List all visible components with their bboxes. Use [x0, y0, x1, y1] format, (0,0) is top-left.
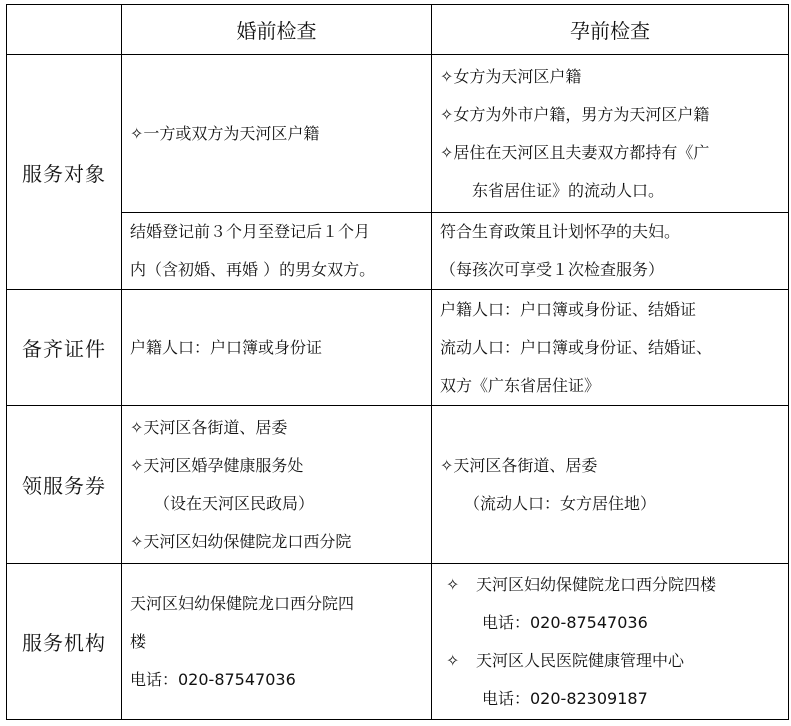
list-item: ✧一方或双方为天河区户籍 — [130, 123, 320, 143]
row-label-service-voucher: 领服务券 — [7, 406, 122, 564]
list-item: ✧居住在天河区且夫妻双方都持有《广 — [440, 142, 710, 162]
text-line: 户籍人口：户口簿或身份证、结婚证 — [440, 299, 697, 319]
header-premarital-checkup: 婚前检查 — [122, 5, 432, 55]
text-line: 结婚登记前３个月至登记后１个月 — [130, 222, 371, 241]
text-line: 内（含初婚、再婚 ）的男女双方。 — [130, 260, 376, 279]
cell-premarital-institution — [122, 564, 432, 720]
checkup-comparison-table — [6, 4, 789, 720]
table-row — [7, 213, 789, 290]
table-header-row — [7, 5, 789, 55]
cell-prepregnancy-institution — [432, 564, 789, 720]
list-item-continuation: 东省居住证》的流动人口。 — [472, 180, 665, 200]
cell-premarital-eligibility — [122, 55, 432, 213]
row-label-documents: 备齐证件 — [7, 290, 122, 406]
text-line: 双方《广东省居住证》 — [440, 375, 601, 395]
text-line: 天河区妇幼保健院龙口西分院四 — [130, 593, 355, 613]
text-line: 流动人口：户口簿或身份证、结婚证、 — [440, 337, 713, 357]
text-line: 户籍人口：户口簿或身份证 — [130, 337, 323, 357]
list-marker: ✧ — [446, 650, 460, 670]
list-marker: ✧ — [446, 574, 460, 594]
list-item: ✧天河区各街道、居委 — [440, 455, 598, 475]
phone-number: 电话：020-87547036 — [130, 669, 296, 689]
cell-prepregnancy-eligibility — [432, 55, 789, 213]
list-item-note: （流动人口：女方居住地） — [464, 493, 657, 513]
list-item: ✧天河区各街道、居委 — [130, 417, 288, 437]
cell-premarital-documents — [122, 290, 432, 406]
table-row — [7, 564, 789, 720]
table-row — [7, 55, 789, 213]
cell-prepregnancy-documents — [432, 290, 789, 406]
cell-prepregnancy-voucher — [432, 406, 789, 564]
list-item-note: （设在天河区民政局） — [154, 493, 315, 513]
row-label-service-institution: 服务机构 — [7, 564, 122, 720]
phone-number: 电话：020-87547036 — [482, 612, 648, 632]
text-line: （每孩次可享受１次检查服务） — [440, 260, 665, 279]
header-corner-cell — [7, 5, 122, 55]
list-item: ✧天河区婚孕健康服务处 — [130, 455, 304, 475]
list-item — [440, 566, 784, 604]
table-row — [7, 290, 789, 406]
institution-name: 天河区人民医院健康管理中心 — [476, 650, 685, 670]
list-item: ✧女方为天河区户籍 — [440, 66, 582, 86]
cell-premarital-voucher — [122, 406, 432, 564]
institution-name: 天河区妇幼保健院龙口西分院四楼 — [476, 574, 717, 594]
cell-prepregnancy-policy — [432, 213, 789, 290]
text-line: 符合生育政策且计划怀孕的夫妇。 — [440, 222, 681, 241]
header-prepregnancy-checkup: 孕前检查 — [432, 5, 789, 55]
list-item: ✧女方为外市户籍，男方为天河区户籍 — [440, 104, 710, 124]
list-item: ✧天河区妇幼保健院龙口西分院 — [130, 531, 352, 551]
text-line: 楼 — [130, 631, 147, 651]
list-item — [440, 642, 784, 680]
cell-premarital-timing — [122, 213, 432, 290]
row-label-service-target: 服务对象 — [7, 55, 122, 290]
table-row — [7, 406, 789, 564]
phone-number: 电话：020-82309187 — [482, 688, 648, 708]
